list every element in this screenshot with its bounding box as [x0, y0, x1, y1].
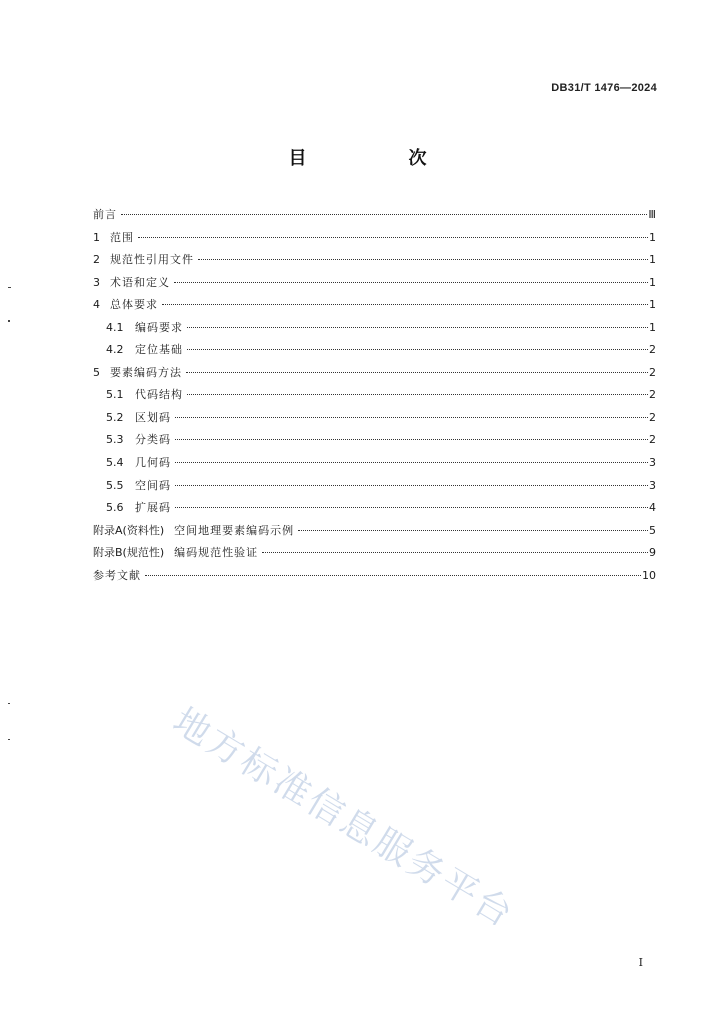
toc-entry[interactable]: [93, 317, 656, 340]
toc-entry-number: 3: [93, 275, 100, 289]
toc-entry[interactable]: [93, 565, 656, 588]
toc-entry-page: 2: [649, 388, 656, 402]
dot-leader: [175, 507, 648, 508]
toc-entry-page: 4: [649, 501, 656, 515]
dot-leader: [198, 259, 648, 260]
toc-entry[interactable]: [93, 429, 656, 452]
toc-entry-title: 前言: [93, 208, 117, 221]
dot-leader: [187, 327, 648, 328]
toc-entry-page: 10: [642, 568, 656, 582]
toc-entry[interactable]: [93, 227, 656, 250]
toc-entry-title: 代码结构: [135, 388, 183, 402]
toc-entry-title: 空间地理要素编码示例: [174, 523, 295, 537]
toc-entry-title: 范围: [110, 230, 134, 244]
toc-entry-number: 5.4: [106, 456, 124, 470]
toc-entry-number: 附录A(资料性): [93, 523, 165, 537]
toc-title: 目 次: [288, 148, 469, 169]
toc-entry-title: 规范性引用文件: [110, 253, 194, 267]
toc-entry-title: 定位基础: [135, 343, 183, 357]
toc-entry-number: 5.5: [106, 478, 124, 492]
toc-entry-page: 1: [649, 230, 656, 244]
toc-entry-page: Ⅲ: [648, 208, 656, 221]
toc-entry-number: 2: [93, 253, 100, 267]
scan-mark: [8, 320, 10, 322]
toc-entry-page: 1: [649, 253, 656, 267]
toc-entry-page: 1: [649, 298, 656, 312]
document-code: DB31/T 1476—2024: [551, 82, 657, 94]
toc-entry-page: 2: [649, 343, 656, 357]
toc-entry-page: 1: [649, 275, 656, 289]
toc-entry-page: 2: [649, 365, 656, 379]
toc-entry[interactable]: [93, 204, 656, 227]
toc-entry-number: 附录B(规范性): [93, 546, 165, 560]
toc-entry-title: 扩展码: [135, 501, 171, 515]
toc-entry-title: 空间码: [135, 478, 171, 492]
toc-entry-page: 2: [649, 433, 656, 447]
toc-entry-title: 总体要求: [110, 298, 158, 312]
dot-leader: [121, 214, 647, 215]
toc-entry[interactable]: [93, 272, 656, 295]
toc-entry-number: 4: [93, 298, 100, 312]
toc-entry-title: 编码规范性验证: [174, 546, 259, 560]
toc-entry-title: 几何码: [135, 456, 171, 470]
toc-entry-page: 9: [649, 546, 656, 560]
toc-entry[interactable]: [93, 407, 656, 430]
dot-leader: [175, 462, 648, 463]
toc-entry[interactable]: [93, 249, 656, 272]
dot-leader: [174, 282, 648, 283]
toc-entry-page: 3: [649, 478, 656, 492]
toc-entry[interactable]: [93, 384, 656, 407]
toc-entry[interactable]: [93, 362, 656, 385]
page-number: I: [638, 956, 643, 969]
toc-entry-title: 术语和定义: [110, 275, 170, 289]
dot-leader: [187, 349, 648, 350]
toc-entry-title: 要素编码方法: [110, 365, 182, 379]
dot-leader: [175, 439, 648, 440]
dot-leader: [162, 304, 648, 305]
dot-leader: [175, 485, 648, 486]
toc-entry-page: 3: [649, 456, 656, 470]
scan-mark: [8, 287, 11, 288]
toc-entry-number: 5: [93, 365, 100, 379]
table-of-contents: [93, 204, 656, 587]
scan-mark: [8, 739, 10, 740]
toc-entry-page: 1: [649, 320, 656, 334]
toc-entry-number: 1: [93, 230, 100, 244]
toc-entry[interactable]: [93, 520, 656, 543]
scan-mark: [8, 703, 10, 704]
toc-entry[interactable]: [93, 475, 656, 498]
toc-entry-title: 参考文献: [93, 568, 141, 582]
toc-entry[interactable]: [93, 497, 656, 520]
dot-leader: [175, 417, 648, 418]
toc-entry[interactable]: [93, 452, 656, 475]
dot-leader: [145, 575, 641, 576]
dot-leader: [138, 237, 648, 238]
toc-entry-title: 分类码: [135, 433, 171, 447]
toc-entry-title: 编码要求: [135, 320, 183, 334]
toc-entry-number: 4.1: [106, 320, 124, 334]
dot-leader: [298, 530, 648, 531]
toc-entry-number: 5.2: [106, 410, 124, 424]
toc-entry-number: 5.3: [106, 433, 124, 447]
toc-entry[interactable]: [93, 294, 656, 317]
toc-entry-page: 2: [649, 410, 656, 424]
dot-leader: [187, 394, 648, 395]
toc-entry-number: 5.6: [106, 501, 124, 515]
toc-entry-number: 5.1: [106, 388, 124, 402]
watermark: 地方标准信息服务平台: [165, 700, 522, 937]
dot-leader: [262, 552, 648, 553]
dot-leader: [186, 372, 648, 373]
toc-entry-title: 区划码: [135, 410, 171, 424]
toc-entry-number: 4.2: [106, 343, 124, 357]
toc-entry-page: 5: [649, 523, 656, 537]
toc-entry[interactable]: [93, 542, 656, 565]
toc-entry[interactable]: [93, 339, 656, 362]
